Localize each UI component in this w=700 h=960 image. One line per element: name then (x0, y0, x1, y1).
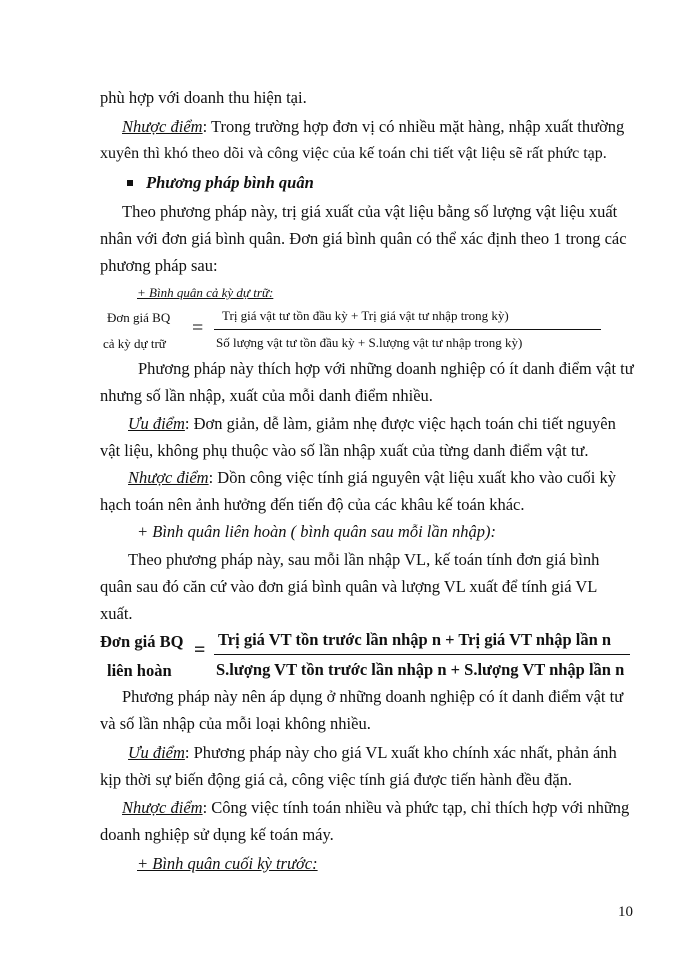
paragraph-text: : Phương pháp này cho giá VL xuất kho chính xác nhất, phản ánh (184, 743, 617, 762)
paragraph-line: vật liệu, không phụ thuộc vào số lần nhập xuất của từng danh điểm vật tư. (100, 441, 589, 460)
disadvantage-paragraph (122, 798, 629, 818)
formula-denominator: S.lượng VT tồn trước lần nhập n + S.lượng VT nhập lần n (216, 660, 625, 679)
disadvantage-label: Nhược điểm (122, 117, 203, 136)
advantage-paragraph (128, 414, 616, 434)
advantage-paragraph (128, 743, 617, 763)
paragraph-line: Theo phương pháp này, sau mỗi lần nhập VL, kế toán tính đơn giá bình (128, 550, 600, 569)
paragraph-line: phù hợp với doanh thu hiện tại. (100, 88, 307, 107)
formula-left-label: cả kỳ dự trữ (103, 336, 166, 351)
formula-denominator: Số lượng vật tư tồn đầu kỳ + S.lượng vật tư nhập trong kỳ) (216, 335, 523, 350)
fraction-bar (214, 329, 601, 330)
section-heading: Phương pháp bình quân (146, 173, 314, 192)
square-bullet-icon (127, 180, 133, 186)
equals-sign: = (192, 317, 204, 339)
paragraph-line: kịp thời sự biến động giá cả, công việc tính giá được tiến hành đều đặn. (100, 770, 573, 789)
fraction-bar (214, 654, 630, 655)
paragraph-line: hạch toán nên ảnh hưởng đến tiến độ của các khâu kế toán khác. (100, 495, 525, 514)
disadvantage-label: Nhược điểm (122, 798, 203, 817)
subheading: + Bình quân cả kỳ dự trữ: (137, 285, 274, 300)
paragraph-line: và số lần nhập của mỗi loại không nhiều. (100, 714, 371, 733)
paragraph-line: Phương pháp này nên áp dụng ở những doanh nghiệp có ít danh điểm vật tư (122, 687, 624, 706)
paragraph-line: nhân với đơn giá bình quân. Đơn giá bình quân có thể xác định theo 1 trong các (100, 229, 627, 248)
paragraph-line: quân sau đó căn cứ vào đơn giá bình quân và lượng VL xuất để tính giá VL (100, 577, 598, 596)
paragraph-line: xuyên thì khó theo dõi và công việc của kế toán chi tiết vật liệu sẽ rất phức tạp. (100, 145, 607, 162)
paragraph-line: nhưng số lần nhập, xuất của mỗi danh điểm nhiều. (100, 386, 433, 405)
paragraph-text: : Trong trường hợp đơn vị có nhiều mặt hàng, nhập xuất thường (202, 117, 625, 136)
formula-numerator: Trị giá vật tư tồn đầu kỳ + Trị giá vật tư nhập trong kỳ) (222, 308, 509, 323)
advantage-label: Ưu điểm (128, 414, 185, 433)
advantage-label: Ưu điểm (128, 743, 185, 762)
paragraph-line: Theo phương pháp này, trị giá xuất của vật liệu bằng số lượng vật liệu xuất (122, 202, 618, 221)
paragraph-text: : Đơn giản, dễ làm, giảm nhẹ được việc hạch toán chi tiết nguyên (184, 414, 616, 433)
subheading: + Bình quân liên hoàn ( bình quân sau mỗi lần nhập): (137, 522, 496, 541)
formula-left-label: liên hoàn (107, 661, 172, 680)
disadvantage-paragraph (128, 468, 616, 488)
page-number: 10 (618, 904, 633, 920)
subheading: + Bình quân cuối kỳ trước: (137, 854, 318, 873)
paragraph-line: phương pháp sau: (100, 256, 218, 275)
formula-left-label: Đơn giá BQ (100, 632, 184, 651)
paragraph-line: Phương pháp này thích hợp với những doanh nghiệp có ít danh điểm vật tư (138, 359, 634, 378)
formula-left-label: Đơn giá BQ (107, 310, 171, 325)
paragraph-text: : Công việc tính toán nhiều và phức tạp, chỉ thích hợp với những (202, 798, 630, 817)
disadvantage-label: Nhược điểm (128, 468, 209, 487)
paragraph-text: : Dồn công việc tính giá nguyên vật liệu xuất kho vào cuối kỳ (208, 468, 616, 487)
formula-numerator: Trị giá VT tồn trước lần nhập n + Trị giá VT nhập lần n (218, 630, 612, 649)
paragraph-line: doanh nghiệp sử dụng kế toán máy. (100, 825, 334, 844)
equals-sign: = (194, 639, 206, 661)
paragraph-line: xuất. (100, 604, 133, 623)
disadvantage-paragraph (122, 117, 624, 137)
